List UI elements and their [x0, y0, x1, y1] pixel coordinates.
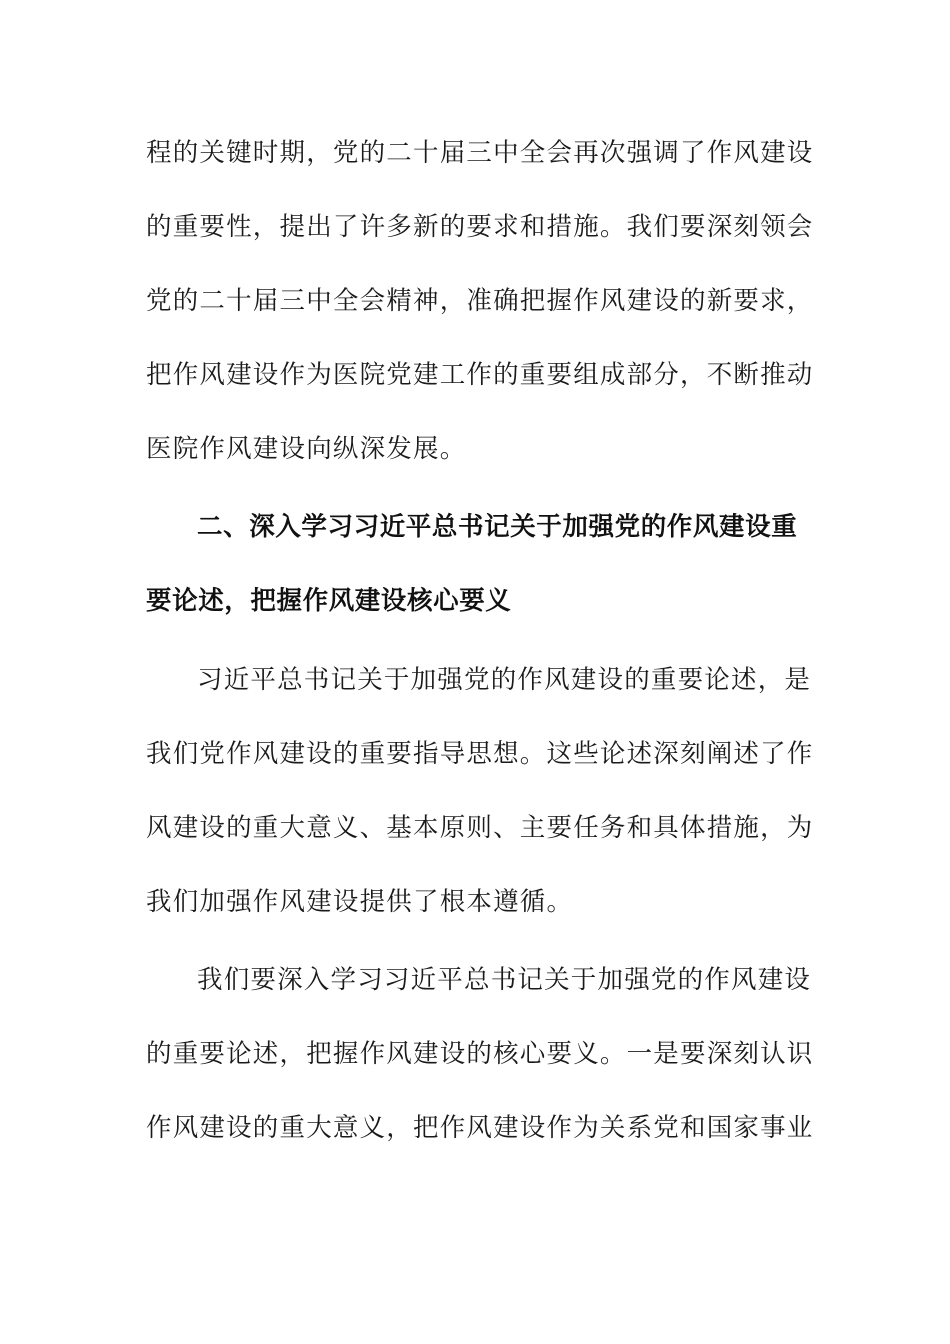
paragraph-1-line-1: 程的关键时期，党的二十届三中全会再次强调了作风建设: [146, 138, 814, 168]
section-heading-line-1: 二、深入学习习近平总书记关于加强党的作风建设重: [197, 512, 798, 542]
paragraph-2-line-3: 风建设的重大意义、基本原则、主要任务和具体措施，为: [146, 813, 814, 843]
paragraph-3-line-1: 我们要深入学习习近平总书记关于加强党的作风建设: [197, 965, 812, 995]
paragraph-2-line-1: 习近平总书记关于加强党的作风建设的重要论述，是: [197, 665, 812, 695]
paragraph-1-line-2: 的重要性，提出了许多新的要求和措施。我们要深刻领会: [146, 212, 814, 242]
paragraph-3-line-3: 作风建设的重大意义，把作风建设作为关系党和国家事业: [146, 1113, 814, 1143]
paragraph-1-line-3: 党的二十届三中全会精神，准确把握作风建设的新要求，: [146, 286, 814, 316]
paragraph-2-line-2: 我们党作风建设的重要指导思想。这些论述深刻阐述了作: [146, 739, 814, 769]
paragraph-1-line-4: 把作风建设作为医院党建工作的重要组成部分，不断推动: [146, 360, 814, 390]
paragraph-1-line-5: 医院作风建设向纵深发展。: [146, 434, 467, 464]
paragraph-2-line-4: 我们加强作风建设提供了根本遵循。: [146, 887, 574, 917]
section-heading-line-2: 要论述，把握作风建设核心要义: [146, 586, 512, 616]
paragraph-3-line-2: 的重要论述，把握作风建设的核心要义。一是要深刻认识: [146, 1039, 814, 1069]
